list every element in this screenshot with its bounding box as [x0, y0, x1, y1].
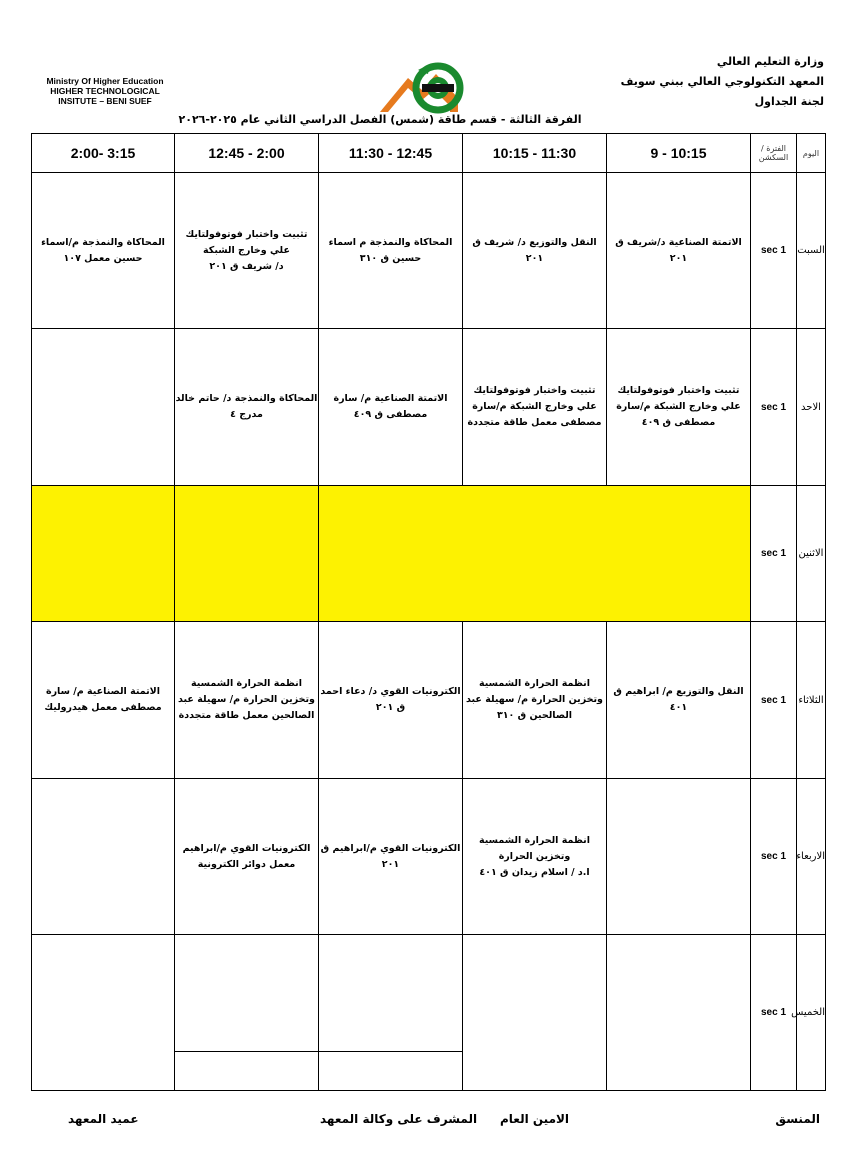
- table-cell-split: [319, 935, 463, 1091]
- table-cell: [463, 935, 607, 1091]
- schedule-table: [31, 133, 826, 1091]
- secretary-signature: الامين العام: [500, 1112, 570, 1126]
- ministry-line-ar: وزارة التعليم العالي: [716, 55, 824, 68]
- table-cell: الكترونيات القوي د/ دعاء احمد ق ٢٠١: [319, 622, 463, 779]
- time-slot-3: 11:30 - 12:45: [319, 134, 463, 173]
- time-slot-4: 12:45 - 2:00: [175, 134, 319, 173]
- dean-signature: عميد المعهد: [68, 1112, 139, 1126]
- institute-line-1: HIGHER TECHNOLOGICAL: [50, 86, 160, 96]
- table-cell-split: [175, 935, 319, 1091]
- time-slot-2: 10:15 - 11:30: [463, 134, 607, 173]
- day-label: الاربعاء: [797, 779, 826, 935]
- header-row: [32, 134, 826, 173]
- table-row: [32, 622, 826, 779]
- table-cell: الكترونيات القوي م/ابراهيم ق ٢٠١: [319, 779, 463, 935]
- table-cell: المحاكاة والنمذجة د/ حاتم خالد مدرج ٤: [175, 329, 319, 486]
- time-slot-5: 2:00- 3:15: [32, 134, 175, 173]
- institute-english-header: [40, 76, 170, 106]
- supervisor-signature: المشرف على وكالة المعهد: [320, 1112, 478, 1126]
- table-cell: الاتمتة الصناعية م/ سارة مصطفى ق ٤٠٩: [319, 329, 463, 486]
- table-row: [32, 173, 826, 329]
- schedule-table-wrap: [31, 133, 825, 1091]
- period-header: الفترة / السكشن: [751, 134, 797, 173]
- table-cell: [32, 779, 175, 935]
- table-cell: انظمة الحرارة الشمسية وتخزين الحرارة م/ سهيلة عبد الصالحين ق ٣١٠: [463, 622, 607, 779]
- ministry-line: Ministry Of Higher Education: [46, 76, 164, 86]
- table-cell: المحاكاة والنمذجة م اسماء حسين ق ٣١٠: [319, 173, 463, 329]
- committee-line-ar: لجنة الجداول: [754, 95, 824, 108]
- table-cell: المحاكاة والنمذجة م/اسماء حسين معمل ١٠٧: [32, 173, 175, 329]
- day-label: الخميس: [797, 935, 826, 1091]
- section-label: sec 1: [751, 779, 797, 935]
- table-cell: [32, 935, 175, 1091]
- day-label: الثلاثاء: [797, 622, 826, 779]
- table-cell: تثبيت واختبار فوتوفولتايك علي وخارج الشبكة م/سارة مصطفى معمل طاقة متجددة: [463, 329, 607, 486]
- table-cell: الاتمتة الصناعية م/ سارة مصطفى معمل هيدروليك: [32, 622, 175, 779]
- table-cell: تثبيت واختبار فوتوفولتايك علي وخارج الشبكة د/ شريف ق ٢٠١: [175, 173, 319, 329]
- table-cell: انظمة الحرارة الشمسية وتخزين الحرارة ا.د / اسلام زيدان ق ٤٠١: [463, 779, 607, 935]
- time-slot-1: 9 - 10:15: [607, 134, 751, 173]
- table-cell: الاتمتة الصناعية د/شريف ق ٢٠١: [607, 173, 751, 329]
- day-label: الاحد: [797, 329, 826, 486]
- day-header: اليوم: [797, 134, 826, 173]
- table-cell: [607, 935, 751, 1091]
- day-label: السبت: [797, 173, 826, 329]
- table-cell: النقل والتوزيع د/ شريف ق ٢٠١: [463, 173, 607, 329]
- institute-arabic-header: [604, 52, 824, 112]
- table-cell: [32, 486, 175, 622]
- table-cell-merged: [319, 486, 751, 622]
- section-label: sec 1: [751, 173, 797, 329]
- table-cell: [175, 486, 319, 622]
- section-label: sec 1: [751, 622, 797, 779]
- table-cell: تثبيت واختبار فوتوفولتايك علي وخارج الشبكة م/سارة مصطفى ق ٤٠٩: [607, 329, 751, 486]
- schedule-title: الفرقة الثالثة - قسم طاقة (شمس) الفصل الدراسي الثاني عام ٢٠٢٥-٢٠٢٦: [178, 113, 582, 126]
- section-label: sec 1: [751, 486, 797, 622]
- table-row-highlighted: [32, 486, 826, 622]
- table-row: [32, 329, 826, 486]
- institute-line-2: INSITUTE – BENI SUEF: [58, 96, 152, 106]
- day-label: الاثنين: [797, 486, 826, 622]
- table-cell: انظمة الحرارة الشمسية وتخزين الحرارة م/ سهيلة عبد الصالحين معمل طاقة متجددة: [175, 622, 319, 779]
- table-cell: الكترونيات القوي م/ابراهيم معمل دوائر الكترونية: [175, 779, 319, 935]
- table-cell: النقل والتوزيع م/ ابراهيم ق ٤٠١: [607, 622, 751, 779]
- section-label: sec 1: [751, 329, 797, 486]
- table-cell: [32, 329, 175, 486]
- coordinator-signature: المنسق: [775, 1112, 820, 1126]
- institute-line-ar: المعهد التكنولوجي العالي ببني سويف: [620, 75, 824, 88]
- section-label: sec 1: [751, 935, 797, 1091]
- table-row: [32, 779, 826, 935]
- table-row: [32, 935, 826, 1091]
- institute-logo-icon: [378, 60, 488, 114]
- table-cell: [607, 779, 751, 935]
